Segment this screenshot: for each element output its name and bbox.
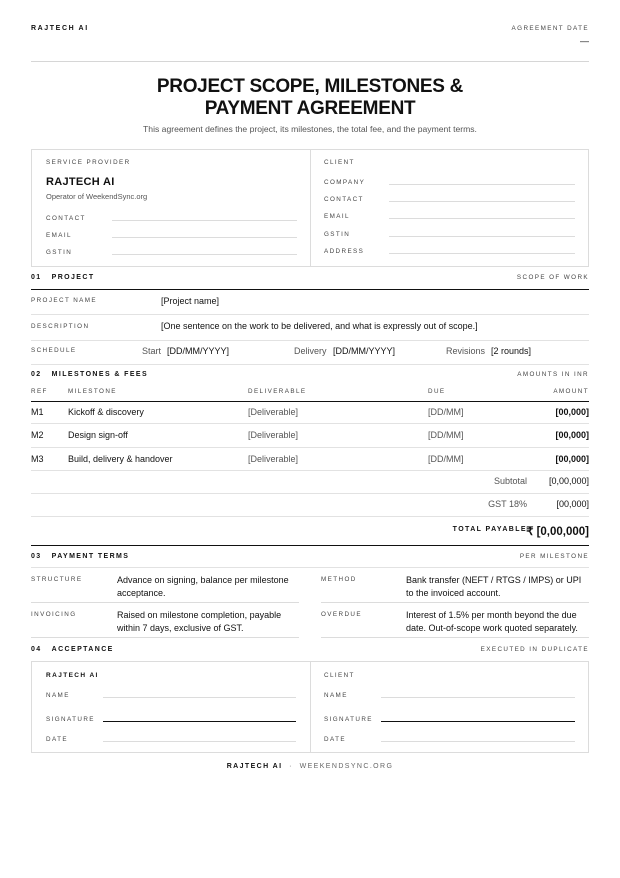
page-header bbox=[31, 25, 589, 62]
subtotal-label: Subtotal bbox=[493, 476, 527, 486]
gst-label: GST 18% bbox=[488, 499, 527, 509]
table-row-ref: M1 bbox=[31, 407, 44, 417]
table-row-due[interactable]: [DD/MM] bbox=[428, 430, 464, 440]
table-row-milestone: Build, delivery & handover bbox=[68, 454, 173, 464]
header-brand: RAJTECH AI bbox=[31, 25, 89, 32]
table-row-amount[interactable]: [00,000] bbox=[555, 407, 589, 417]
provider-date-field[interactable] bbox=[103, 741, 296, 742]
table-row-ref: M3 bbox=[31, 454, 44, 464]
footer-separator: · bbox=[289, 763, 293, 770]
provider-name-label: NAME bbox=[46, 692, 70, 699]
provider-email-label: EMAIL bbox=[46, 232, 72, 239]
delivery-value[interactable]: [DD/MM/YYYY] bbox=[333, 346, 396, 356]
client-gstin-field[interactable] bbox=[389, 236, 575, 237]
divider bbox=[31, 516, 589, 517]
divider bbox=[31, 567, 589, 568]
provider-gstin-field[interactable] bbox=[112, 254, 297, 255]
total-payable-label: TOTAL PAYABLE bbox=[452, 526, 527, 533]
overdue-label: OVERDUE bbox=[321, 611, 362, 618]
table-row-deliverable[interactable]: [Deliverable] bbox=[248, 407, 299, 417]
provider-gstin-label: GSTIN bbox=[46, 249, 73, 256]
table-row-ref: M2 bbox=[31, 430, 44, 440]
title-line-1: PROJECT SCOPE, MILESTONES & bbox=[156, 76, 464, 97]
provider-tagline: Operator of WeekendSync.org bbox=[46, 192, 148, 201]
divider bbox=[31, 602, 299, 603]
table-row-amount[interactable]: [00,000] bbox=[555, 454, 589, 464]
client-column bbox=[311, 150, 590, 266]
revisions-label: Revisions bbox=[446, 346, 486, 356]
section-payment-title: 03 PAYMENT TERMS bbox=[31, 553, 130, 560]
divider bbox=[31, 470, 589, 471]
client-name-field[interactable] bbox=[381, 697, 575, 698]
table-row-amount[interactable]: [00,000] bbox=[555, 430, 589, 440]
section-payment-header bbox=[31, 553, 589, 565]
client-contact-label: CONTACT bbox=[324, 196, 364, 203]
section-milestones-note: AMOUNTS IN INR bbox=[517, 371, 589, 378]
provider-signature-label: SIGNATURE bbox=[46, 716, 95, 723]
table-row-due[interactable]: [DD/MM] bbox=[428, 407, 464, 417]
divider bbox=[31, 637, 299, 638]
client-gstin-label: GSTIN bbox=[324, 231, 351, 238]
client-date-field[interactable] bbox=[381, 741, 575, 742]
method-label: METHOD bbox=[321, 576, 357, 583]
project-name-label: PROJECT NAME bbox=[31, 297, 98, 304]
client-date-label: DATE bbox=[324, 736, 346, 743]
provider-signature-field[interactable] bbox=[103, 721, 296, 722]
section-milestones-header bbox=[31, 371, 589, 383]
divider bbox=[31, 340, 589, 341]
project-name-value[interactable]: [Project name] bbox=[161, 296, 220, 306]
client-party-label: CLIENT bbox=[324, 672, 355, 679]
invoicing-label: INVOICING bbox=[31, 611, 77, 618]
overdue-value: Interest of 1.5% per month beyond the due date. Out-of-scope work quoted separately. bbox=[406, 610, 578, 633]
footer-site[interactable]: WEEKENDSYNC.ORG bbox=[299, 763, 394, 770]
divider bbox=[31, 314, 589, 315]
footer-brand: RAJTECH AI bbox=[226, 763, 283, 770]
section-acceptance-header bbox=[31, 646, 589, 658]
section-project-note: SCOPE OF WORK bbox=[516, 274, 589, 281]
revisions-value[interactable]: [2 rounds] bbox=[491, 346, 532, 356]
method-value: Bank transfer (NEFT / RTGS / IMPS) or UPI to the invoiced account. bbox=[406, 575, 582, 598]
client-address-label: ADDRESS bbox=[324, 248, 365, 255]
total-rule bbox=[31, 545, 589, 546]
col-due-header: DUE bbox=[428, 388, 446, 395]
provider-name: RAJTECH AI bbox=[46, 176, 115, 188]
col-ref-header: REF bbox=[31, 388, 48, 395]
gst-value[interactable]: [00,000] bbox=[556, 499, 589, 509]
provider-name-field[interactable] bbox=[103, 697, 296, 698]
client-label: CLIENT bbox=[324, 159, 355, 166]
start-label: Start bbox=[142, 346, 162, 356]
table-row-deliverable[interactable]: [Deliverable] bbox=[248, 430, 299, 440]
project-description-value[interactable]: [One sentence on the work to be delivered, and what is expressly out of scope.] bbox=[161, 321, 478, 331]
acceptance-box bbox=[31, 661, 589, 753]
section-acceptance-title: 04 ACCEPTANCE bbox=[31, 646, 114, 653]
table-row-milestone: Design sign-off bbox=[68, 430, 128, 440]
section-acceptance-note: EXECUTED IN DUPLICATE bbox=[480, 646, 589, 653]
provider-contact-field[interactable] bbox=[112, 220, 297, 221]
client-signature-field[interactable] bbox=[381, 721, 575, 722]
section-milestones-title: 02 MILESTONES & FEES bbox=[31, 371, 149, 378]
provider-email-field[interactable] bbox=[112, 237, 297, 238]
client-name-label: NAME bbox=[324, 692, 348, 699]
client-contact-field[interactable] bbox=[389, 201, 575, 202]
project-description-label: DESCRIPTION bbox=[31, 323, 90, 330]
client-address-field[interactable] bbox=[389, 253, 575, 254]
document-subtitle: This agreement defines the project, its milestones, the total fee, and the payment terms. bbox=[143, 124, 477, 134]
page-footer bbox=[0, 763, 620, 770]
document-title bbox=[0, 76, 620, 120]
provider-date-label: DATE bbox=[46, 736, 68, 743]
table-row-due[interactable]: [DD/MM] bbox=[428, 454, 464, 464]
structure-label: STRUCTURE bbox=[31, 576, 83, 583]
section-project-title: 01 PROJECT bbox=[31, 274, 95, 281]
client-company-field[interactable] bbox=[389, 184, 575, 185]
invoicing-value: Raised on milestone completion, payable within 7 days, exclusive of GST. bbox=[117, 610, 282, 633]
divider bbox=[31, 364, 589, 365]
divider bbox=[31, 493, 589, 494]
parties-box bbox=[31, 149, 589, 267]
table-header-rule bbox=[31, 401, 589, 402]
total-payable-value[interactable]: ₹ [0,00,000] bbox=[526, 526, 589, 538]
client-signature-label: SIGNATURE bbox=[324, 716, 373, 723]
table-row-milestone: Kickoff & discovery bbox=[68, 407, 144, 417]
client-signature-column bbox=[311, 662, 590, 752]
agreement-date-value: — bbox=[580, 36, 589, 46]
client-email-label: EMAIL bbox=[324, 213, 350, 220]
provider-label: SERVICE PROVIDER bbox=[46, 159, 131, 166]
agreement-date-label: AGREEMENT DATE bbox=[511, 25, 589, 32]
structure-value: Advance on signing, balance per milestone acceptance. bbox=[117, 575, 289, 598]
table-row-deliverable[interactable]: [Deliverable] bbox=[248, 454, 299, 464]
start-value[interactable]: [DD/MM/YYYY] bbox=[167, 346, 230, 356]
schedule-label: SCHEDULE bbox=[31, 347, 77, 354]
divider bbox=[321, 637, 589, 638]
delivery-label: Delivery bbox=[294, 346, 327, 356]
section-payment-note: PER MILESTONE bbox=[519, 553, 589, 560]
col-amount-header: AMOUNT bbox=[553, 388, 589, 395]
divider bbox=[321, 602, 589, 603]
divider bbox=[31, 447, 589, 448]
section-project-header bbox=[31, 274, 589, 286]
col-milestone-header: MILESTONE bbox=[68, 388, 117, 395]
subtotal-value[interactable]: [0,00,000] bbox=[548, 476, 589, 486]
provider-party-label: RAJTECH AI bbox=[46, 672, 99, 679]
provider-contact-label: CONTACT bbox=[46, 215, 86, 222]
client-email-field[interactable] bbox=[389, 218, 575, 219]
title-line-2: PAYMENT AGREEMENT bbox=[204, 98, 416, 119]
section-project-rule bbox=[31, 289, 589, 290]
provider-column bbox=[32, 150, 311, 266]
client-company-label: COMPANY bbox=[324, 179, 366, 186]
col-deliverable-header: DELIVERABLE bbox=[248, 388, 307, 395]
divider bbox=[31, 423, 589, 424]
provider-signature-column bbox=[32, 662, 311, 752]
